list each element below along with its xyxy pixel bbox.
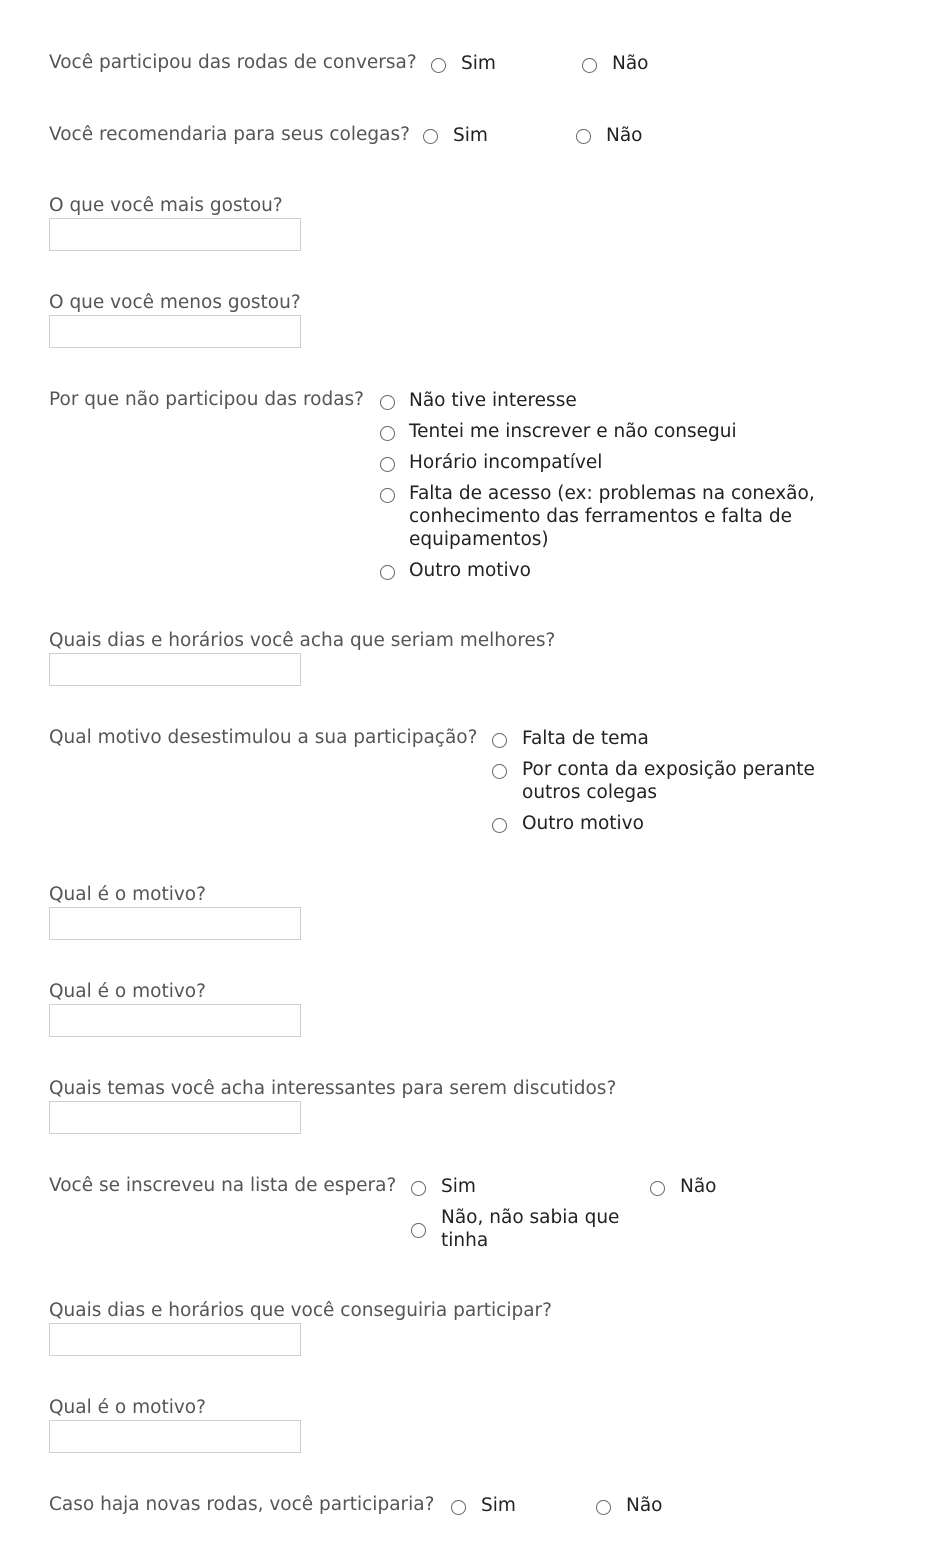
discouraged-other-label: Outro motivo xyxy=(522,813,644,834)
question-waitlist-label: Você se inscreveu na lista de espera? xyxy=(49,1175,397,1196)
reason-no-interest-label: Não tive interesse xyxy=(409,390,577,411)
better-times-input[interactable] xyxy=(49,653,301,686)
waitlist-did-not-know-label xyxy=(441,1206,619,1252)
question-topics-label: Quais temas você acha interessantes para serem discutidos? xyxy=(49,1078,617,1099)
reason-lack-of-access-line: conhecimento das ferramentos e falta de xyxy=(409,506,792,527)
question-participated-label: Você participou das rodas de conversa? xyxy=(49,52,417,73)
reason-incompatible-time-label: Horário incompatível xyxy=(409,452,603,473)
participated-no-label: Não xyxy=(612,53,649,74)
participated-yes-label: Sim xyxy=(461,53,496,74)
discouraged-exposure-line: Por conta da exposição perante xyxy=(522,759,815,780)
reason-could-not-register-label: Tentei me inscrever e não consegui xyxy=(409,421,737,442)
discouraged-other-radio[interactable] xyxy=(492,818,507,833)
question-reason-label: Qual é o motivo? xyxy=(49,981,206,1002)
future-participation-no-radio[interactable] xyxy=(596,1500,611,1515)
question-discouraged-label: Qual motivo desestimulou a sua participação? xyxy=(49,727,478,748)
question-reason-label: Qual é o motivo? xyxy=(49,884,206,905)
question-liked-least-label: O que você menos gostou? xyxy=(49,292,301,313)
recommend-yes-radio[interactable] xyxy=(423,129,438,144)
waitlist-did-not-know-line: Não, não sabia que xyxy=(441,1207,620,1228)
waitlist-yes-radio[interactable] xyxy=(411,1181,426,1196)
question-why-not-participated-label: Por que não participou das rodas? xyxy=(49,389,365,410)
reason-lack-of-access-line: Falta de acesso (ex: problemas na conexão, xyxy=(409,483,815,504)
discouraged-exposure-radio[interactable] xyxy=(492,764,507,779)
topics-input[interactable] xyxy=(49,1101,301,1134)
reason-other-radio[interactable] xyxy=(380,565,395,580)
liked-most-input[interactable] xyxy=(49,218,301,251)
future-participation-yes-label: Sim xyxy=(481,1495,516,1516)
recommend-no-radio[interactable] xyxy=(576,129,591,144)
participated-no-radio[interactable] xyxy=(582,58,597,73)
participated-yes-radio[interactable] xyxy=(431,58,446,73)
waitlist-did-not-know-radio[interactable] xyxy=(411,1223,426,1238)
reason-input[interactable] xyxy=(49,1420,301,1453)
future-participation-yes-radio[interactable] xyxy=(451,1500,466,1515)
recommend-yes-label: Sim xyxy=(453,125,488,146)
reason-other-label: Outro motivo xyxy=(409,560,531,581)
waitlist-yes-label: Sim xyxy=(441,1176,476,1197)
discouraged-exposure-line: outros colegas xyxy=(522,782,658,803)
question-liked-most-label: O que você mais gostou? xyxy=(49,195,283,216)
reason-incompatible-time-radio[interactable] xyxy=(380,457,395,472)
reason-lack-of-access-label xyxy=(409,482,815,551)
available-times-input[interactable] xyxy=(49,1323,301,1356)
question-future-participation-label: Caso haja novas rodas, você participaria? xyxy=(49,1494,435,1515)
reason-could-not-register-radio[interactable] xyxy=(380,426,395,441)
question-available-times-label: Quais dias e horários que você conseguiria participar? xyxy=(49,1300,552,1321)
waitlist-no-label: Não xyxy=(680,1176,717,1197)
liked-least-input[interactable] xyxy=(49,315,301,348)
question-better-times-label: Quais dias e horários você acha que seriam melhores? xyxy=(49,630,556,651)
waitlist-no-radio[interactable] xyxy=(650,1181,665,1196)
reason-input[interactable] xyxy=(49,1004,301,1037)
question-recommend-label: Você recomendaria para seus colegas? xyxy=(49,124,410,145)
future-participation-no-label: Não xyxy=(626,1495,663,1516)
discouraged-no-topic-label: Falta de tema xyxy=(522,728,649,749)
discouraged-no-topic-radio[interactable] xyxy=(492,733,507,748)
waitlist-did-not-know-line: tinha xyxy=(441,1230,489,1251)
reason-lack-of-access-radio[interactable] xyxy=(380,488,395,503)
discouraged-exposure-label xyxy=(522,758,815,804)
question-reason-label: Qual é o motivo? xyxy=(49,1397,206,1418)
recommend-no-label: Não xyxy=(606,125,643,146)
reason-input[interactable] xyxy=(49,907,301,940)
reason-lack-of-access-line: equipamentos) xyxy=(409,529,549,550)
reason-no-interest-radio[interactable] xyxy=(380,395,395,410)
